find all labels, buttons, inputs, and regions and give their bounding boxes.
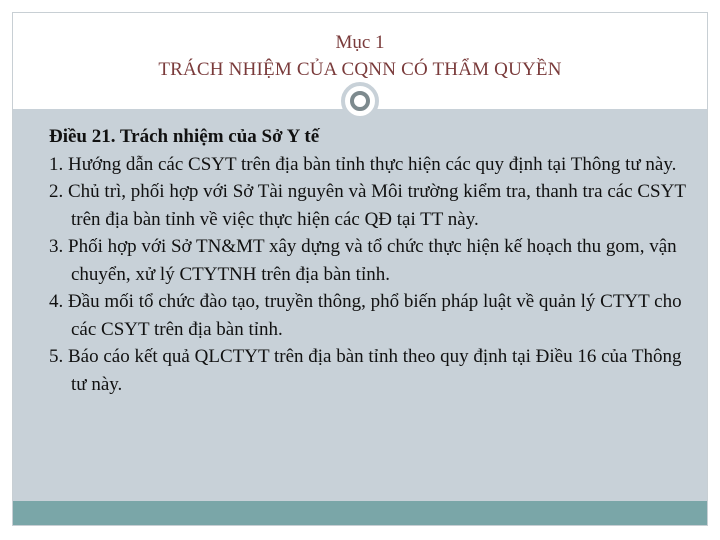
list-item: 1. Hướng dẫn các CSYT trên địa bàn tỉnh thực hiện các quy định tại Thông tư này. bbox=[49, 153, 677, 175]
divider-circle-icon bbox=[341, 82, 379, 120]
section-title: Mục 1 bbox=[335, 32, 385, 53]
article-heading: Điều 21. Trách nhiệm của Sở Y tế bbox=[49, 126, 320, 147]
list-item: 3. Phối hợp với Sở TN&MT xây dựng và tổ chức thực hiện kế hoạch thu gom, vận chuyển, xử lý CTYTNH trên địa bàn tỉnh. bbox=[49, 236, 677, 285]
list-item: 5. Báo cáo kết quả QLCTYT trên địa bàn tỉnh theo quy định tại Điều 16 của Thông tư này. bbox=[49, 346, 682, 395]
footer-bar bbox=[13, 501, 707, 525]
list-item: 4. Đầu mối tổ chức đào tạo, truyền thông, phổ biến pháp luật về quản lý CTYT cho các CSYT trên địa bàn tỉnh. bbox=[49, 291, 682, 340]
divider-circle-inner-icon bbox=[350, 91, 370, 111]
article-text bbox=[49, 123, 689, 398]
section-subtitle: TRÁCH NHIỆM CỦA CQNN CÓ THẨM QUYỀN bbox=[158, 59, 562, 80]
list-item: 2. Chủ trì, phối hợp với Sở Tài nguyên và Môi trường kiểm tra, thanh tra các CSYT trên địa bàn tỉnh về việc thực hiện các QĐ tại TT này. bbox=[49, 181, 686, 230]
